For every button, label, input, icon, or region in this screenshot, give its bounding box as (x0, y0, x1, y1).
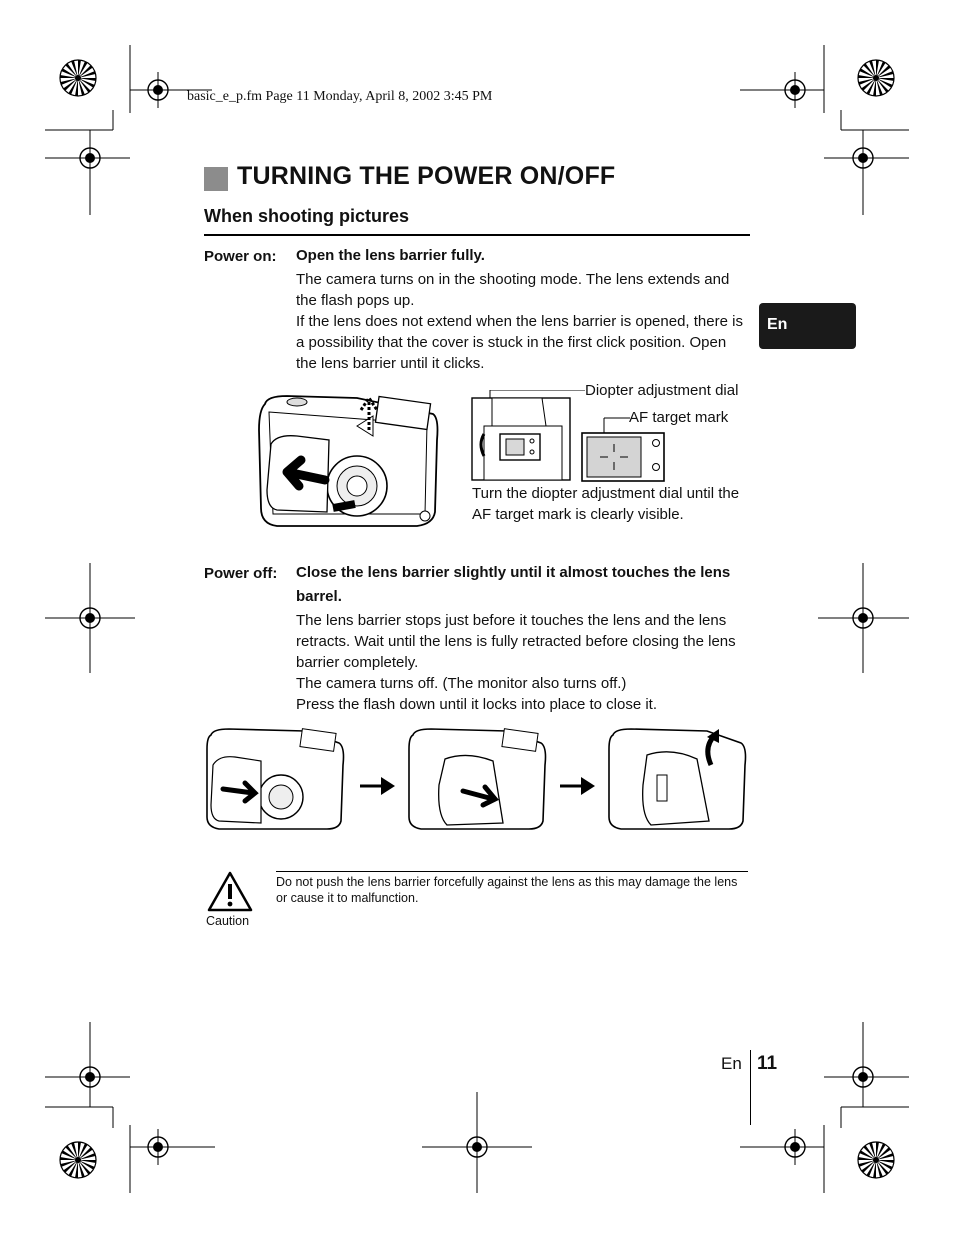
power-off-paragraph: The lens barrier stops just before it touches the lens and the lens retracts. Wait until the lens is fully retracted before closing the lens barrier completely. (296, 612, 736, 671)
power-on-label: Power on: (204, 248, 277, 265)
page-number: 11 (757, 1053, 778, 1074)
arrow-right-icon (560, 777, 595, 795)
caution-text: Do not push the lens barrier forcefully against the lens as this may damage the lens or cause it to malfunction. (276, 875, 738, 905)
camera-close-sequence (205, 725, 750, 835)
label-diopter-dial: Diopter adjustment dial (585, 382, 739, 399)
language-tab (759, 303, 856, 349)
power-off-instruction: Close the lens barrier slightly until it almost touches the lens barrel. (296, 564, 731, 605)
camera-step-1 (207, 729, 344, 829)
label-af-target: AF target mark (629, 409, 729, 426)
footer-divider (750, 1050, 751, 1125)
power-on-paragraph: If the lens does not extend when the lens barrier is opened, there is a possibility that the cover is stuck in the first click position. Open the lens barrier until it clicks. (296, 313, 743, 372)
page-title: TURNING THE POWER ON/OFF (237, 162, 616, 190)
power-off-label: Power off: (204, 565, 278, 582)
camera-open-illustration (257, 390, 442, 530)
caution-rule (276, 871, 748, 872)
file-header: basic_e_p.fm Page 11 Monday, April 8, 2002 3:45 PM (187, 89, 493, 104)
footer-language: En (721, 1054, 742, 1073)
viewfinder-diagram (470, 390, 670, 485)
caution-label: Caution (206, 914, 250, 928)
camera-step-2 (409, 729, 546, 829)
power-on-paragraph: The camera turns on in the shooting mode. The lens extends and the flash pops up. (296, 271, 730, 309)
language-tab-label: En (767, 316, 788, 333)
section-subtitle: When shooting pictures (204, 206, 409, 226)
power-off-paragraph: The camera turns off. (The monitor also turns off.) (296, 675, 627, 692)
power-on-instruction: Open the lens barrier fully. (296, 247, 485, 264)
section-marker (204, 167, 228, 191)
caution-triangle-icon (206, 870, 254, 914)
power-off-paragraph: Press the flash down until it locks into place to close it. (296, 696, 658, 713)
power-on-body (296, 269, 751, 374)
diagram-caption: Turn the diopter adjustment dial until the AF target mark is clearly visible. (472, 485, 740, 523)
subtitle-rule (204, 234, 750, 236)
power-off-body (296, 610, 756, 715)
arrow-right-icon (360, 777, 395, 795)
camera-step-3 (609, 729, 746, 829)
